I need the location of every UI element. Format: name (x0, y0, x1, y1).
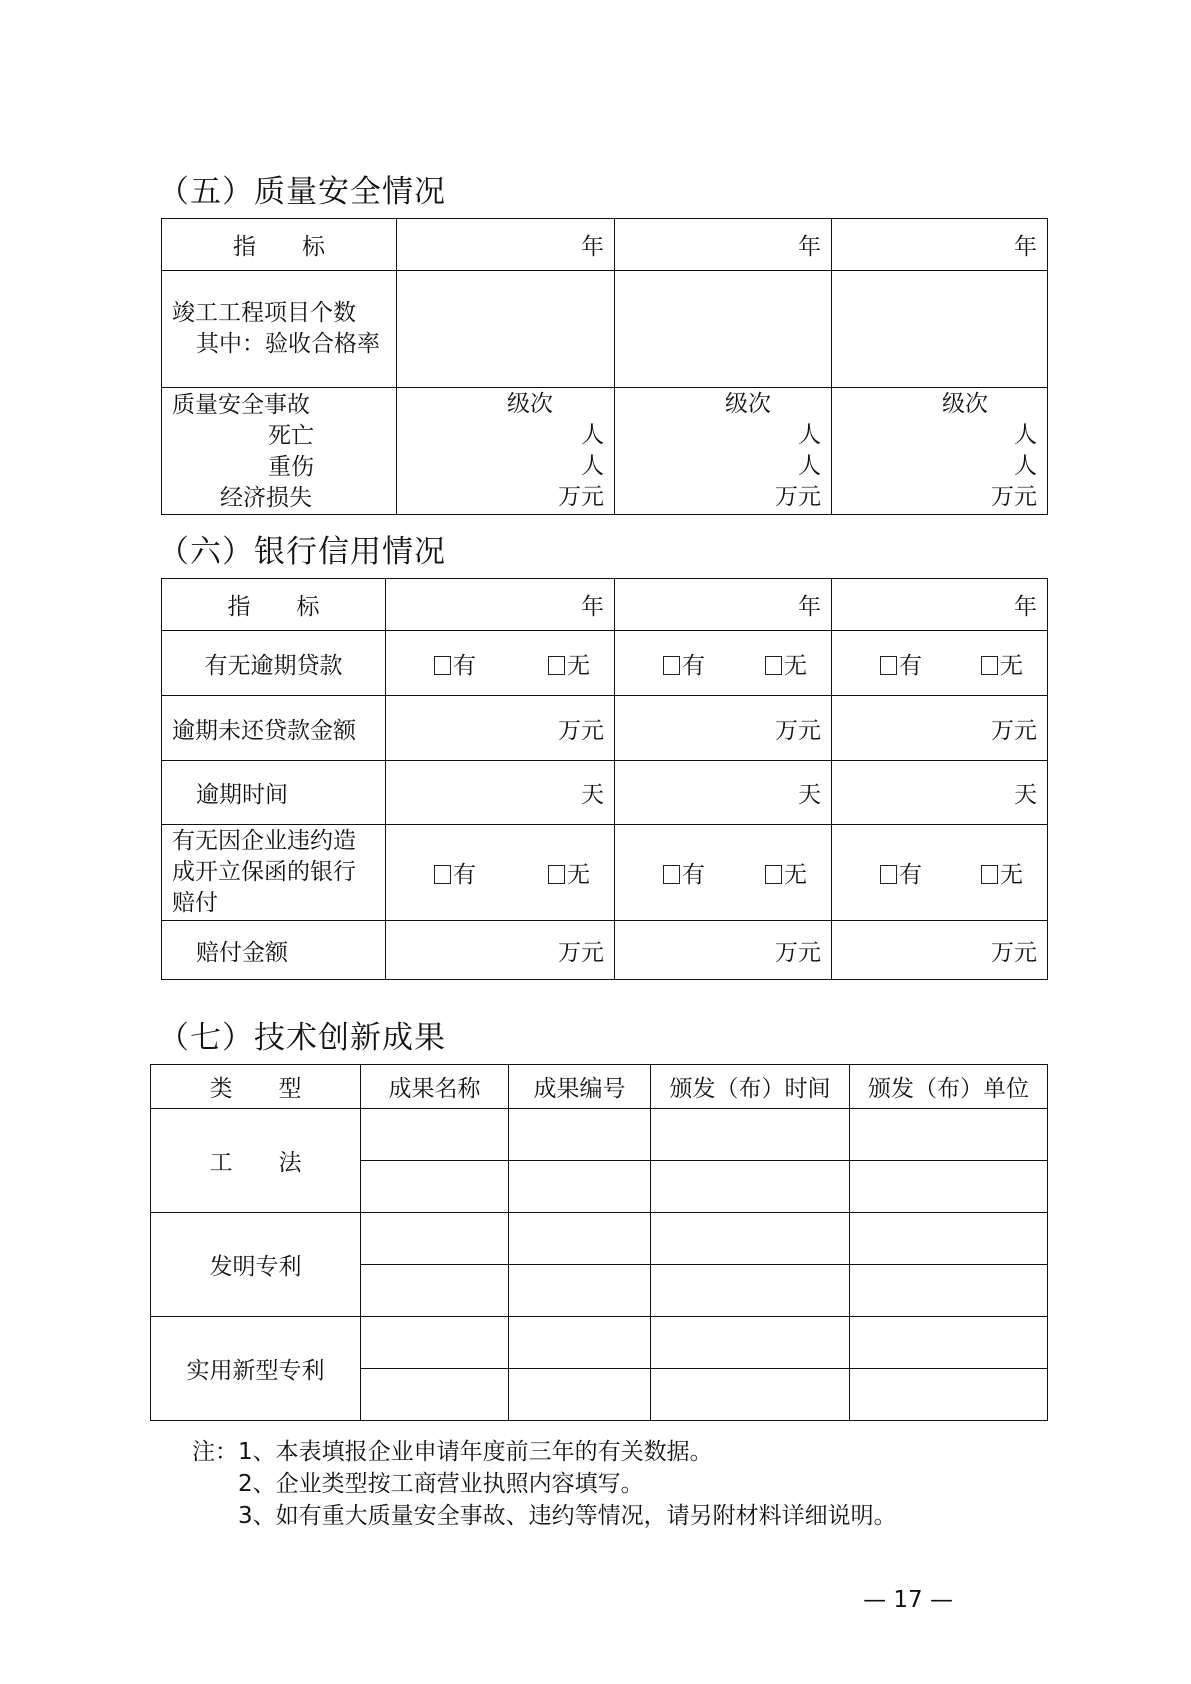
table-cell[interactable] (651, 1109, 850, 1161)
payout-amount-year-2[interactable]: 万元 (615, 921, 832, 980)
table-cell[interactable] (509, 1161, 651, 1213)
overdue-time-year-3[interactable]: 天 (832, 761, 1048, 825)
header-year-1: 年 (397, 219, 615, 271)
money-unit: 万元 (991, 484, 1037, 510)
no-checkbox[interactable]: 无 (981, 856, 1023, 889)
overdue-loan-year-1 (386, 631, 615, 696)
yes-checkbox[interactable]: 有 (880, 647, 922, 680)
table-cell[interactable] (361, 1109, 509, 1161)
guarantee-label: 有无因企业违约造 成开立保函的银行 赔付 (162, 825, 386, 921)
row-completed-projects (162, 271, 397, 388)
table-cell[interactable] (850, 1317, 1048, 1369)
section6-title: （六）银行信用情况 (158, 534, 446, 570)
table-cell[interactable] (509, 1317, 651, 1369)
overdue-time-label: 逾期时间 (162, 761, 386, 825)
guarantee-year-2 (615, 825, 832, 921)
overdue-amount-year-3[interactable]: 万元 (832, 696, 1048, 761)
yes-checkbox[interactable]: 有 (880, 856, 922, 889)
header-year-2: 年 (615, 579, 832, 631)
type-construction-method: 工 法 (151, 1109, 361, 1213)
table-cell[interactable] (509, 1213, 651, 1265)
injury-label: 重伤 (268, 454, 314, 480)
table-cell[interactable] (850, 1265, 1048, 1317)
completed-projects-label: 竣工工程项目个数 (172, 300, 356, 326)
no-checkbox[interactable]: 无 (981, 647, 1023, 680)
pass-rate-label: 其中：验收合格率 (196, 331, 380, 357)
overdue-amount-label: 逾期未还贷款金额 (162, 696, 386, 761)
no-checkbox[interactable]: 无 (765, 647, 807, 680)
header-year-3: 年 (832, 579, 1048, 631)
overdue-amount-year-2[interactable]: 万元 (615, 696, 832, 761)
header-indicator: 指 标 (162, 579, 386, 631)
table-cell[interactable] (651, 1213, 850, 1265)
times-unit: 次 (965, 391, 988, 417)
header-type: 类 型 (151, 1065, 361, 1109)
table-cell[interactable] (850, 1213, 1048, 1265)
notes (192, 1436, 897, 1532)
tech-innovation-table (150, 1064, 1048, 1421)
completed-year-2-cell[interactable] (615, 271, 832, 388)
death-label: 死亡 (268, 423, 314, 449)
table-cell[interactable] (651, 1161, 850, 1213)
accident-year-3-cell[interactable] (832, 388, 1048, 515)
table-cell[interactable] (361, 1317, 509, 1369)
table-cell[interactable] (509, 1265, 651, 1317)
no-checkbox[interactable]: 无 (548, 647, 590, 680)
accident-year-1-cell[interactable] (397, 388, 615, 515)
yes-checkbox[interactable]: 有 (434, 647, 476, 680)
person-unit: 人 (798, 422, 821, 448)
payout-amount-label: 赔付金额 (162, 921, 386, 980)
quality-safety-table (161, 218, 1048, 515)
completed-year-3-cell[interactable] (832, 271, 1048, 388)
note-3: 3、如有重大质量安全事故、违约等情况，请另附材料详细说明。 (192, 1503, 897, 1529)
overdue-time-year-2[interactable]: 天 (615, 761, 832, 825)
table-cell[interactable] (850, 1109, 1048, 1161)
guarantee-year-3 (832, 825, 1048, 921)
page-number: — 17 — (863, 1587, 953, 1613)
payout-amount-year-3[interactable]: 万元 (832, 921, 1048, 980)
person-unit: 人 (1014, 422, 1037, 448)
guarantee-year-1 (386, 825, 615, 921)
person-unit: 人 (798, 453, 821, 479)
table-cell[interactable] (361, 1213, 509, 1265)
section7-title: （七）技术创新成果 (158, 1020, 446, 1056)
grade-unit: 级 (942, 391, 965, 417)
overdue-time-year-1[interactable]: 天 (386, 761, 615, 825)
overdue-loan-year-3 (832, 631, 1048, 696)
overdue-amount-year-1[interactable]: 万元 (386, 696, 615, 761)
header-year-1: 年 (386, 579, 615, 631)
table-cell[interactable] (361, 1369, 509, 1421)
yes-checkbox[interactable]: 有 (663, 647, 705, 680)
no-checkbox[interactable]: 无 (765, 856, 807, 889)
overdue-loan-year-2 (615, 631, 832, 696)
times-unit: 次 (748, 391, 771, 417)
completed-year-1-cell[interactable] (397, 271, 615, 388)
money-unit: 万元 (775, 484, 821, 510)
row-accidents (162, 388, 397, 515)
note-2: 2、企业类型按工商营业执照内容填写。 (192, 1471, 644, 1497)
times-unit: 次 (530, 391, 553, 417)
header-issuer: 颁发（布）单位 (850, 1065, 1048, 1109)
table-cell[interactable] (361, 1161, 509, 1213)
table-cell[interactable] (651, 1317, 850, 1369)
type-invention-patent: 发明专利 (151, 1213, 361, 1317)
table-cell[interactable] (850, 1369, 1048, 1421)
note-1: 注：1、本表填报企业申请年度前三年的有关数据。 (192, 1439, 713, 1465)
header-result-name: 成果名称 (361, 1065, 509, 1109)
table-cell[interactable] (651, 1265, 850, 1317)
table-cell[interactable] (361, 1265, 509, 1317)
section5-title: （五）质量安全情况 (158, 174, 446, 210)
header-indicator: 指 标 (162, 219, 397, 271)
accident-year-2-cell[interactable] (615, 388, 832, 515)
accident-label: 质量安全事故 (172, 392, 310, 418)
table-cell[interactable] (509, 1109, 651, 1161)
table-cell[interactable] (509, 1369, 651, 1421)
grade-unit: 级 (725, 391, 748, 417)
yes-checkbox[interactable]: 有 (663, 856, 705, 889)
money-unit: 万元 (558, 484, 604, 510)
payout-amount-year-1[interactable]: 万元 (386, 921, 615, 980)
person-unit: 人 (581, 422, 604, 448)
no-checkbox[interactable]: 无 (548, 856, 590, 889)
table-cell[interactable] (850, 1161, 1048, 1213)
grade-unit: 级 (507, 391, 530, 417)
header-year-2: 年 (615, 219, 832, 271)
person-unit: 人 (1014, 453, 1037, 479)
yes-checkbox[interactable]: 有 (434, 856, 476, 889)
header-issue-time: 颁发（布）时间 (651, 1065, 850, 1109)
bank-credit-table (161, 578, 1048, 980)
overdue-loan-label: 有无逾期贷款 (162, 631, 386, 696)
header-result-number: 成果编号 (509, 1065, 651, 1109)
type-utility-model-patent: 实用新型专利 (151, 1317, 361, 1421)
table-cell[interactable] (651, 1369, 850, 1421)
person-unit: 人 (581, 453, 604, 479)
loss-label: 经济损失 (220, 485, 312, 511)
header-year-3: 年 (832, 219, 1048, 271)
